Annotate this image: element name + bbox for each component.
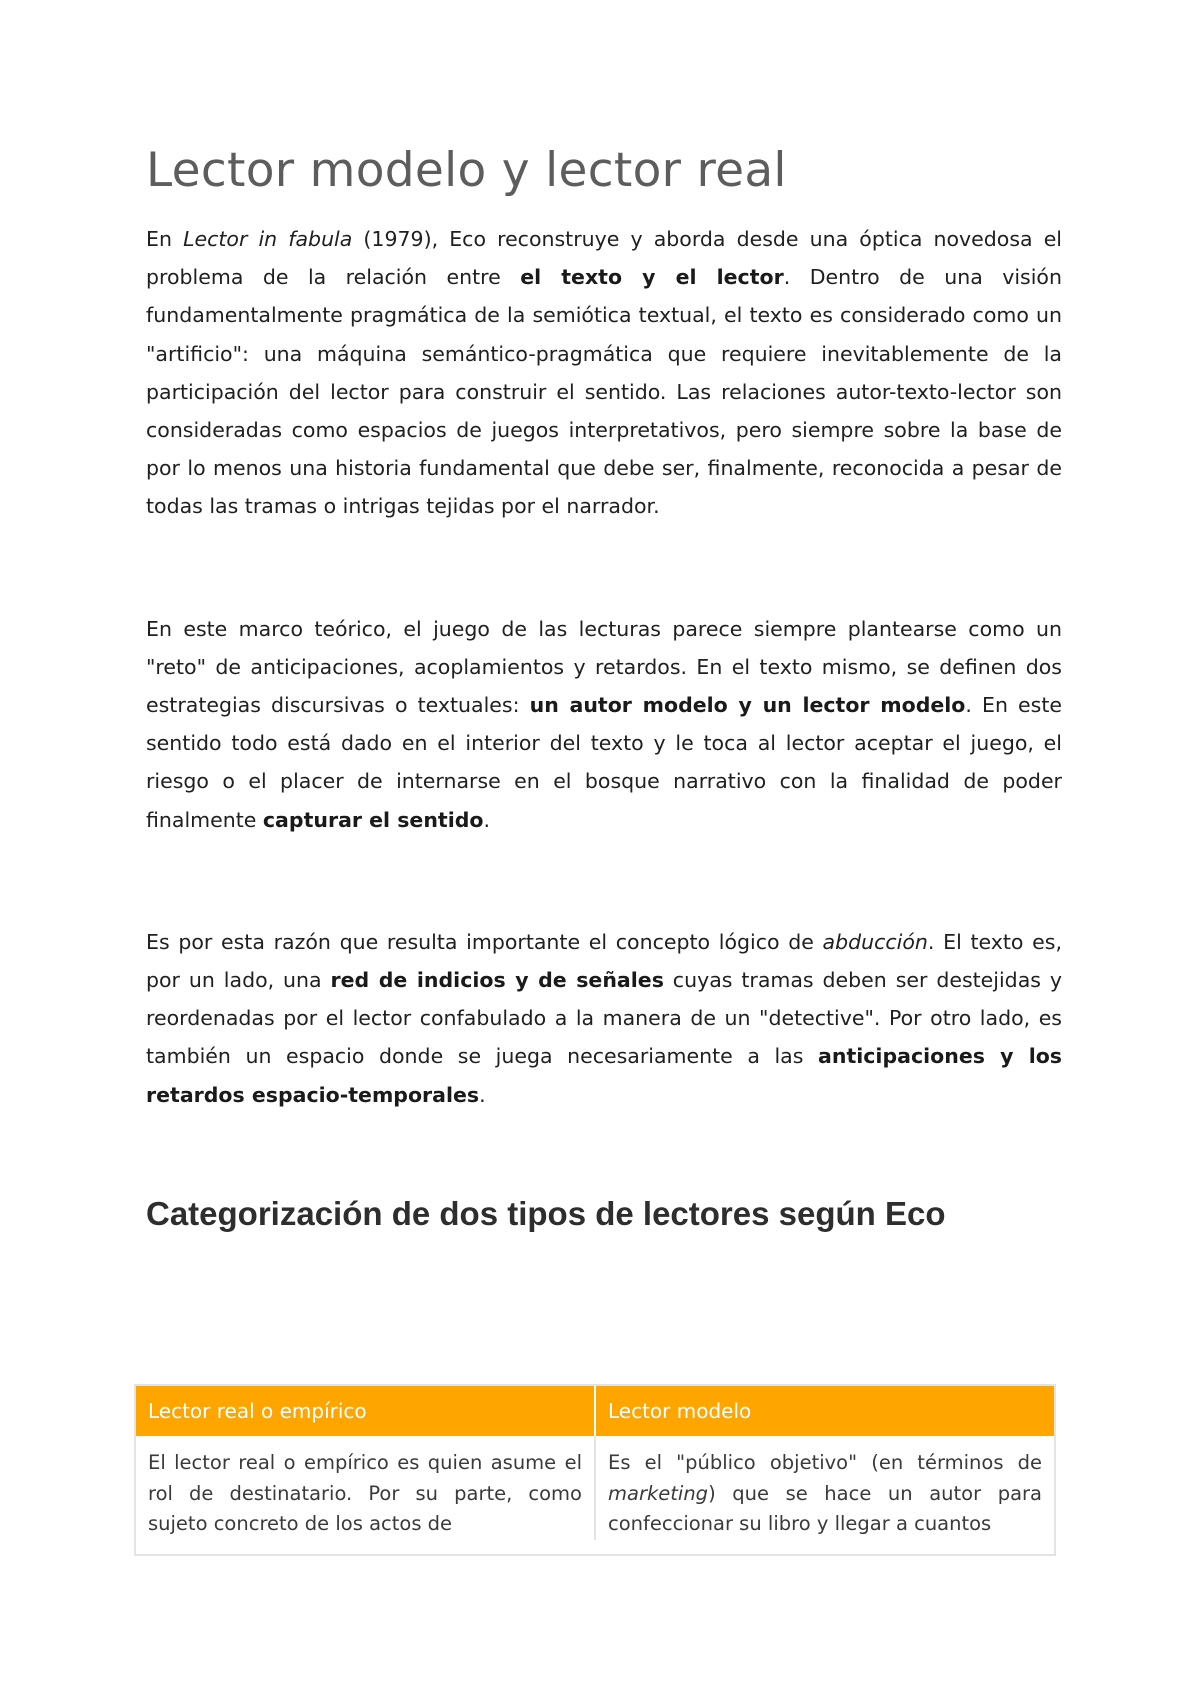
text-span: En xyxy=(146,227,184,251)
text-span: Es por esta razón que resulta importante el concepto lógico de xyxy=(146,929,823,954)
bold-phrase: red de indicios y de señales xyxy=(330,968,664,993)
page-title: Lector modelo y lector real xyxy=(146,143,787,198)
paragraph-strategies xyxy=(146,610,1062,839)
text-span: . En este sentido todo está dado en el interior del texto y le toca al lector aceptar el juego, el riesgo o el placer de internarse en el bosque narrativo con la finalidad de poder finalmente xyxy=(146,693,1063,832)
table-header-row xyxy=(136,1386,1054,1436)
document-content xyxy=(146,140,1062,1236)
text-span: . xyxy=(479,1082,486,1107)
bold-phrase: anticipaciones y los retardos espacio-temporales xyxy=(146,1044,1063,1107)
table-header-real-reader: Lector real o empírico xyxy=(136,1386,595,1436)
book-title-italic: Lector in fabula xyxy=(183,227,353,251)
cell-text: ) que se hace un autor para confeccionar su libro y llegar a cuantos xyxy=(608,1481,1042,1535)
table-cell-real-reader xyxy=(136,1436,595,1540)
table-header-model-reader: Lector modelo xyxy=(595,1386,1054,1436)
bold-phrase: un autor modelo y un lector modelo xyxy=(529,693,966,718)
text-span: (1979), Eco reconstruye y aborda desde una óptica novedosa el problema de la relación entre xyxy=(146,227,1062,290)
readers-table-container xyxy=(134,1384,1056,1556)
readers-table xyxy=(136,1386,1054,1540)
italic-term: marketing xyxy=(608,1481,709,1505)
paragraph-intro xyxy=(146,220,1062,526)
section-heading: Categorización de dos tipos de lectores según Eco xyxy=(146,1194,946,1232)
text-span: . Dentro de una visión fundamentalmente pragmática de la semiótica textual, el texto es considerado como un "artificio": una máquina semántico-pragmática que requiere inevitablemente de la participación del lector para construir el sentido. Las relaciones autor-texto-lector son consideradas como espacios de juegos interpretativos, pero siempre sobre la base de por lo menos una historia fundamental que debe ser, finalmente, reconocida a pesar de todas las tramas o intrigas tejidas por el narrador. xyxy=(146,265,1062,519)
text-span: . xyxy=(483,807,491,832)
italic-term: abducción xyxy=(822,929,928,954)
cell-text: El lector real o empírico es quien asume el rol de destinatario. Por su parte, como sujeto concreto de los actos de xyxy=(148,1451,582,1535)
paragraph-abduction xyxy=(146,923,1062,1114)
table-cell-model-reader xyxy=(595,1436,1054,1540)
table-row xyxy=(136,1436,1054,1540)
bold-phrase: el texto y el lector xyxy=(520,265,784,290)
text-span: En este marco teórico, el juego de las lecturas parece siempre plantearse como un "reto" de anticipaciones, acoplamientos y retardos. En el texto mismo, se definen dos estrategias discursivas o textuales: xyxy=(146,616,1062,718)
text-span: . El texto es, por un lado, una xyxy=(146,929,1062,993)
text-span: cuyas tramas deben ser destejidas y reordenadas por el lector confabulado a la manera de un "detective". Por otro lado, es también un espacio donde se juega necesariamente a las xyxy=(146,968,1062,1069)
bold-phrase: capturar el sentido xyxy=(262,807,484,832)
cell-text: Es el "público objetivo" (en términos de xyxy=(608,1451,1042,1474)
